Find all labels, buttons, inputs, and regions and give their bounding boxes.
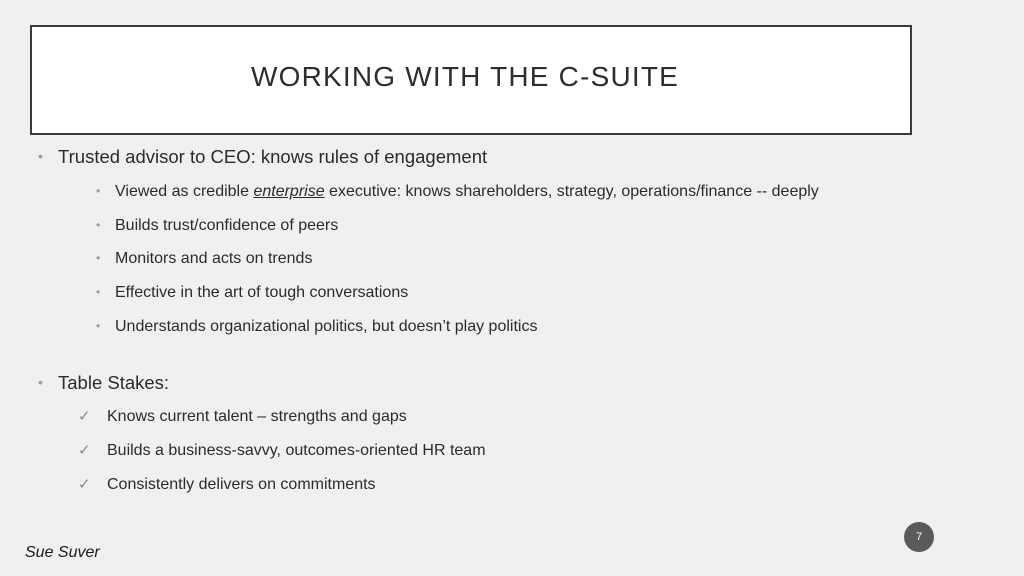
bullet-dot-icon: • [96, 251, 101, 265]
bullet-dot-icon: • [96, 285, 101, 299]
sub-bullet-trust [96, 218, 338, 234]
bullet-text: Understands organizational politics, but doesn’t play politics [115, 318, 538, 335]
check-item-text: Knows current talent – strengths and gaps [107, 408, 407, 425]
bullet-text-before: Viewed as credible [115, 183, 254, 200]
bullet-text: Trusted advisor to CEO: knows rules of engagement [58, 146, 488, 167]
check-item-commitments [78, 477, 376, 493]
sub-bullet-conversations [96, 285, 408, 301]
bullet-dot-icon: • [96, 319, 101, 333]
bullet-text-emphasis: enterprise [253, 183, 325, 200]
check-item-text: Consistently delivers on commitments [107, 476, 376, 493]
bullet-text: Builds trust/confidence of peers [115, 217, 339, 234]
page-number-badge: 7 [904, 522, 934, 552]
check-item-talent [78, 409, 407, 425]
bullet-dot-icon: • [96, 184, 101, 198]
sub-bullet-politics [96, 319, 537, 335]
bullet-text: Monitors and acts on trends [115, 250, 313, 267]
check-item-text: Builds a business-savvy, outcomes-oriented HR team [107, 442, 486, 459]
bullet-trusted-advisor [38, 148, 487, 167]
checkmark-icon: ✓ [78, 408, 91, 425]
bullet-text-after: executive: knows shareholders, strategy, operations/finance -- deeply [324, 183, 819, 200]
title-box [30, 25, 912, 135]
bullet-text: Effective in the art of tough conversations [115, 284, 409, 301]
bullet-text: Table Stakes: [58, 372, 170, 393]
sub-bullet-trends [96, 251, 312, 267]
author-name: Sue Suver [25, 544, 100, 561]
bullet-dot-icon: • [38, 374, 43, 390]
checkmark-icon: ✓ [78, 476, 91, 493]
bullet-table-stakes [38, 374, 169, 393]
bullet-dot-icon: • [96, 218, 101, 232]
slide-title: WORKING WITH THE C-SUITE [251, 61, 680, 92]
checkmark-icon: ✓ [78, 442, 91, 459]
sub-bullet-credible [96, 184, 819, 200]
check-item-hr-team [78, 443, 486, 459]
bullet-dot-icon: • [38, 148, 43, 164]
